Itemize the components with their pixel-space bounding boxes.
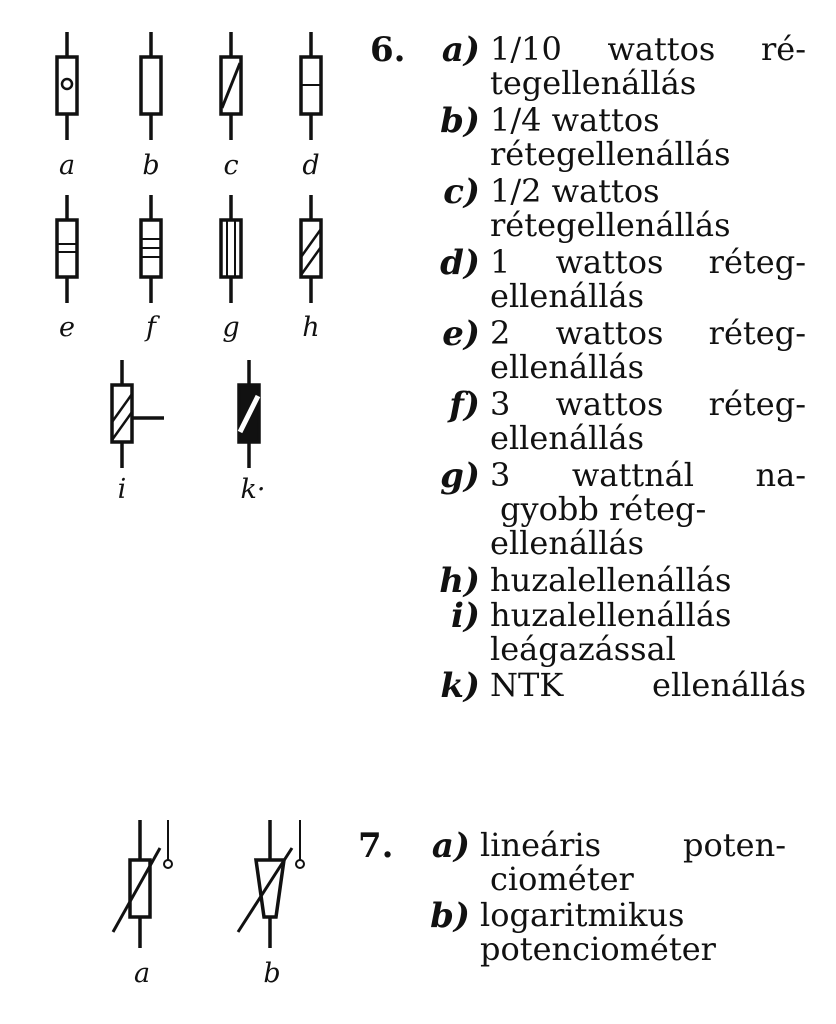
ntk-resistor-symbol-6k — [230, 360, 270, 470]
linear-potentiometer-symbol-7a — [108, 820, 188, 950]
item-description — [490, 387, 806, 455]
item-line: 1 wattos réteg- — [490, 243, 806, 281]
resistor-tap-symbol-6i — [100, 360, 180, 470]
symbol-caption: e — [59, 312, 75, 343]
item-line: ellenállás — [490, 277, 644, 315]
item-line: gyobb réteg- — [500, 490, 707, 528]
item-line: potenciométer — [480, 930, 716, 968]
item-line: 2 wattos réteg- — [490, 314, 806, 352]
resistor-symbol-6d — [292, 32, 332, 142]
resistor-symbol-6e — [48, 195, 88, 305]
item-line: tegellenállás — [490, 64, 697, 102]
section-number: 7. — [358, 826, 394, 866]
resistor-symbol-6h — [292, 195, 332, 305]
resistor-symbol-6a — [48, 32, 88, 142]
item-line: rétegellenállás — [490, 206, 731, 244]
item-marker: a) — [441, 30, 480, 70]
item-marker: b) — [430, 896, 470, 936]
symbol-caption: k· — [240, 474, 266, 505]
symbol-caption: a — [58, 150, 76, 181]
section-number: 6. — [370, 30, 406, 70]
item-description — [480, 828, 786, 896]
item-description — [490, 598, 731, 666]
item-description — [490, 174, 731, 242]
item-line: ellenállás — [490, 348, 644, 386]
item-line: 1/10 wattos ré- — [490, 30, 806, 68]
item-description — [490, 103, 731, 171]
item-line: rétegellenállás — [490, 135, 731, 173]
item-description — [490, 563, 731, 597]
symbol-caption: d — [302, 150, 320, 181]
item-line: ellenállás — [490, 524, 644, 562]
symbol-caption: f — [146, 312, 156, 343]
item-description — [490, 316, 806, 384]
symbol-caption: g — [222, 312, 240, 343]
item-marker: h) — [439, 561, 480, 601]
resistor-symbol-6f — [132, 195, 172, 305]
item-line: logaritmikus — [480, 896, 685, 934]
item-marker: a) — [431, 826, 470, 866]
item-marker: f) — [449, 385, 480, 425]
resistor-symbol-6b — [132, 32, 172, 142]
item-marker: e) — [442, 314, 480, 354]
symbol-caption: b — [142, 150, 160, 181]
item-description — [490, 245, 806, 313]
item-line: 1/4 wattos — [490, 101, 660, 139]
symbol-caption: i — [117, 474, 127, 505]
symbol-caption: c — [223, 150, 239, 181]
item-marker: c) — [443, 172, 480, 212]
item-line: NTK ellenállás — [490, 666, 806, 704]
item-line: lineáris poten- — [480, 826, 786, 864]
symbol-caption: a — [133, 958, 151, 989]
item-marker: i) — [450, 596, 480, 636]
item-line: 1/2 wattos — [490, 172, 660, 210]
symbol-caption: h — [302, 312, 320, 343]
item-description — [490, 32, 806, 100]
item-marker: g) — [440, 456, 480, 496]
item-line: huzalellenállás — [490, 596, 732, 634]
item-description — [480, 898, 716, 966]
item-line: huzalellenállás — [490, 561, 732, 599]
item-marker: b) — [440, 101, 480, 141]
item-line: 3 wattos réteg- — [490, 385, 806, 423]
item-line: ellenállás — [490, 419, 644, 457]
symbol-caption: b — [263, 958, 281, 989]
item-marker: k) — [440, 666, 480, 706]
item-line: leágazással — [490, 630, 676, 668]
resistor-symbol-6c — [212, 32, 252, 142]
log-potentiometer-symbol-7b — [228, 820, 318, 950]
item-marker: d) — [440, 243, 480, 283]
resistor-symbol-6g — [212, 195, 252, 305]
item-line: ciométer — [490, 860, 634, 898]
item-description — [490, 458, 806, 560]
item-line: 3 wattnál na- — [490, 456, 806, 494]
item-description — [490, 668, 806, 702]
